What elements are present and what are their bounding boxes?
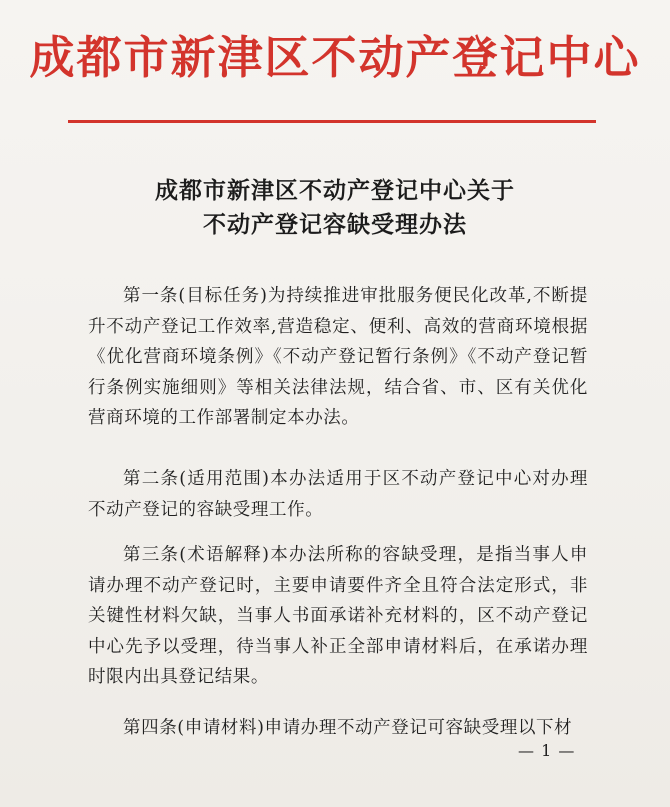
page-number: — 1 — [518, 741, 576, 760]
document-title-line-2: 不动产登记容缺受理办法 [203, 212, 467, 238]
article-3-paragraph: 第三条(术语解释)本办法所称的容缺受理，是指当事人申请办理不动产登记时，主要申请要件齐全且符合法定形式，非关键性材料欠缺，当事人书面承诺补充材料的，区不动产登记中心先予以受理，待当事人补正全部申请材料后，在承诺办理时限内出具登记结果。 [88, 545, 588, 687]
letterhead-divider [68, 120, 596, 123]
article-2-paragraph: 第二条(适用范围)本办法适用于区不动产登记中心对办理不动产登记的容缺受理工作。 [88, 469, 588, 520]
article-1-paragraph: 第一条(目标任务)为持续推进审批服务便民化改革,不断提升不动产登记工作效率,营造稳定、便利、高效的营商环境根据《优化营商环境条例》《不动产登记暂行条例》《不动产登记暂行条例实施细则》等相关法律法规，结合省、市、区有关优化营商环境的工作部署制定本办法。 [88, 286, 588, 428]
document-title-line-1: 成都市新津区不动产登记中心关于 [155, 178, 515, 204]
letterhead-title: 成都市新津区不动产登记中心 [29, 31, 641, 84]
article-4-paragraph: 第四条(申请材料)申请办理不动产登记可容缺受理以下材 [123, 718, 573, 738]
